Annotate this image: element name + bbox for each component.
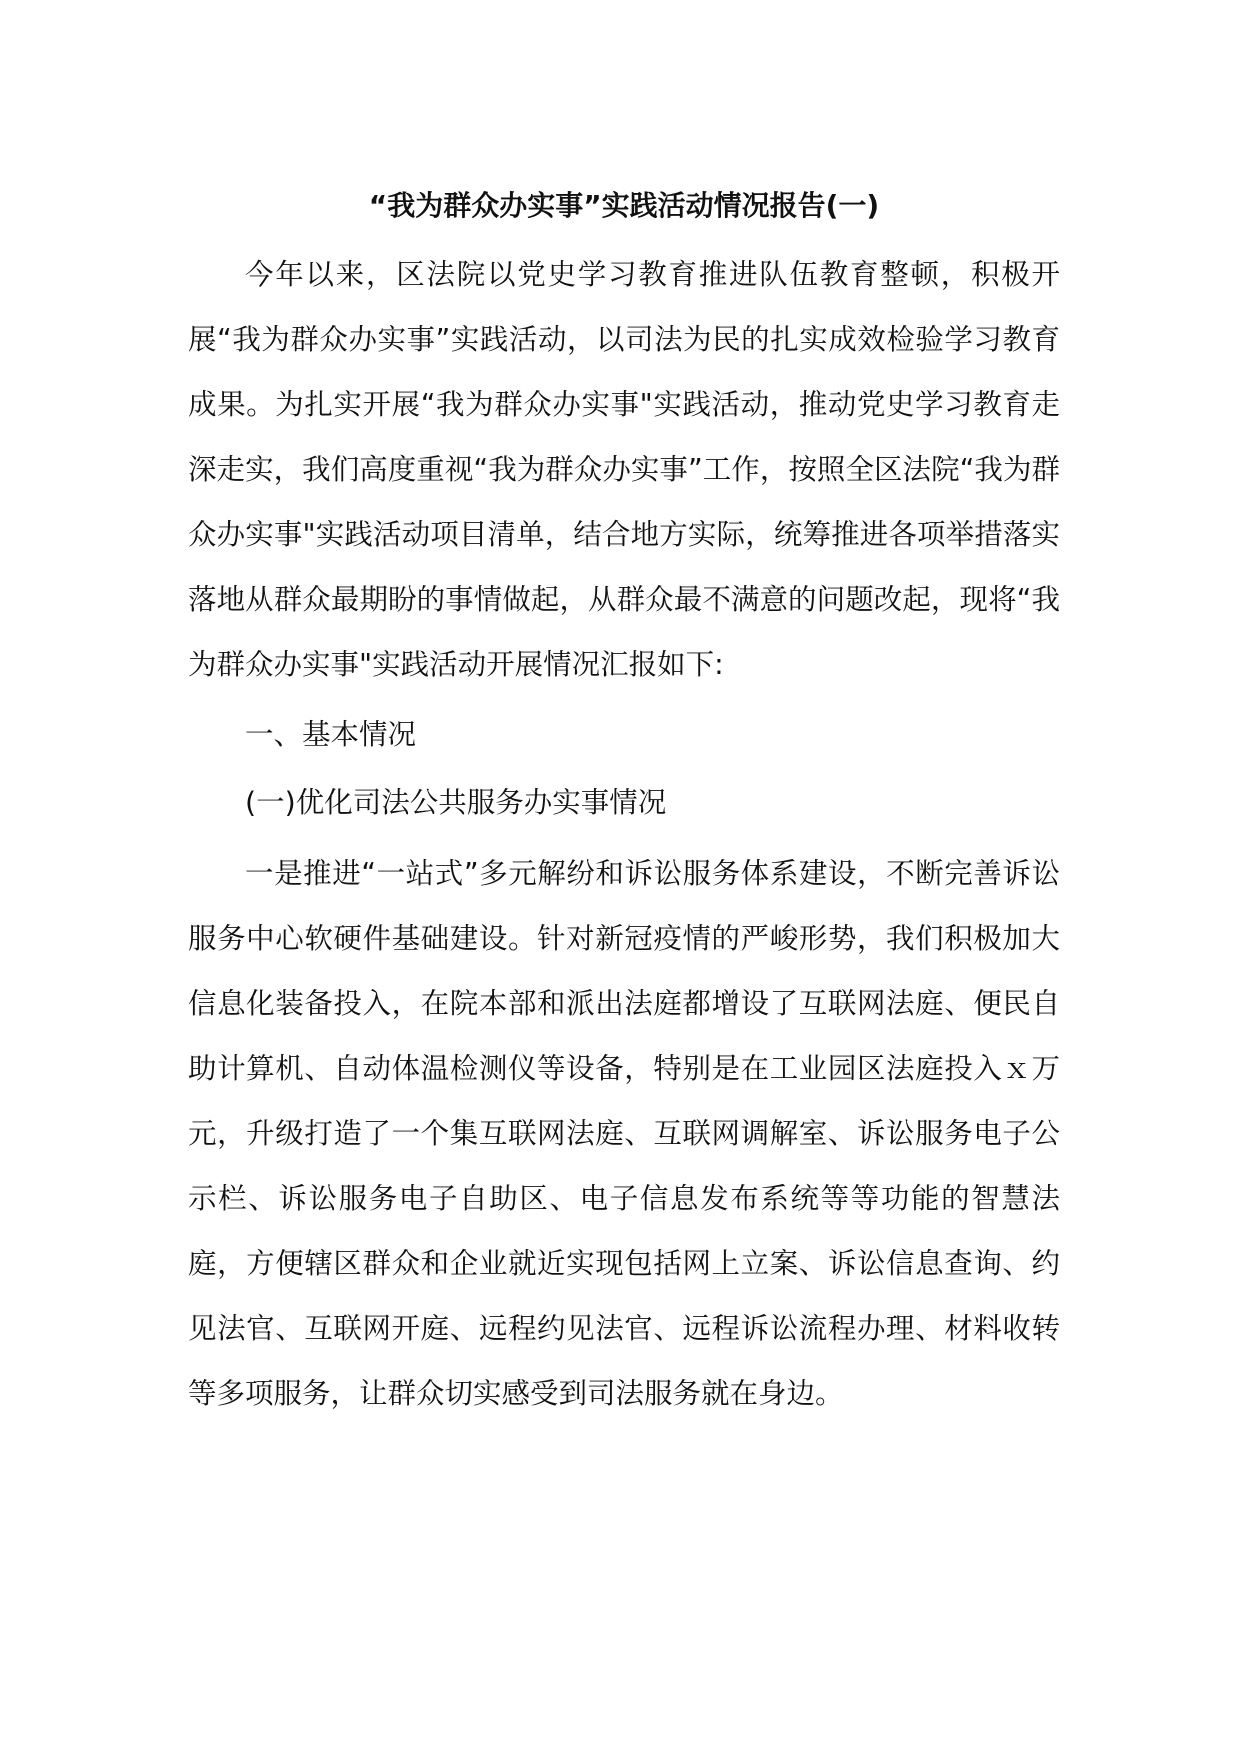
document-body	[188, 176, 1060, 1426]
document-title: “我为群众办实事”实践活动情况报告(一)	[368, 189, 880, 222]
subsection-heading-judicial-services: (一)优化司法公共服务办实事情况	[245, 786, 667, 819]
section-heading-basic-situation: 一、基本情况	[245, 718, 417, 751]
intro-paragraph: 今年以来，区法院以党史学习教育推进队伍教育整顿，积极开展“我为群众办实事”实践活动，以司法为民的扎实成效检验学习教育成果。为扎实开展“我为群众办实事"实践活动，推动党史学习教育走深走实，我们高度重视“我为群众办实事”工作，按照全区法院“我为群众办实事"实践活动项目清单，结合地方实际，统筹推进各项举措落实落地从群众最期盼的事情做起，从群众最不满意的问题改起，现将“我为群众办实事"实践活动开展情况汇报如下:	[188, 258, 1061, 681]
subsection-paragraph: 一是推进“一站式”多元解纷和诉讼服务体系建设，不断完善诉讼服务中心软硬件基础建设。针对新冠疫情的严峻形势，我们积极加大信息化装备投入，在院本部和派出法庭都增设了互联网法庭、便民自助计算机、自动体温检测仪等设备，特别是在工业园区法庭投入ｘ万元，升级打造了一个集互联网法庭、互联网调解室、诉讼服务电子公示栏、诉讼服务电子自助区、电子信息发布系统等等功能的智慧法庭，方便辖区群众和企业就近实现包括网上立案、诉讼信息查询、约见法官、互联网开庭、远程约见法官、远程诉讼流程办理、材料收转等多项服务，让群众切实感受到司法服务就在身边。	[188, 857, 1060, 1410]
